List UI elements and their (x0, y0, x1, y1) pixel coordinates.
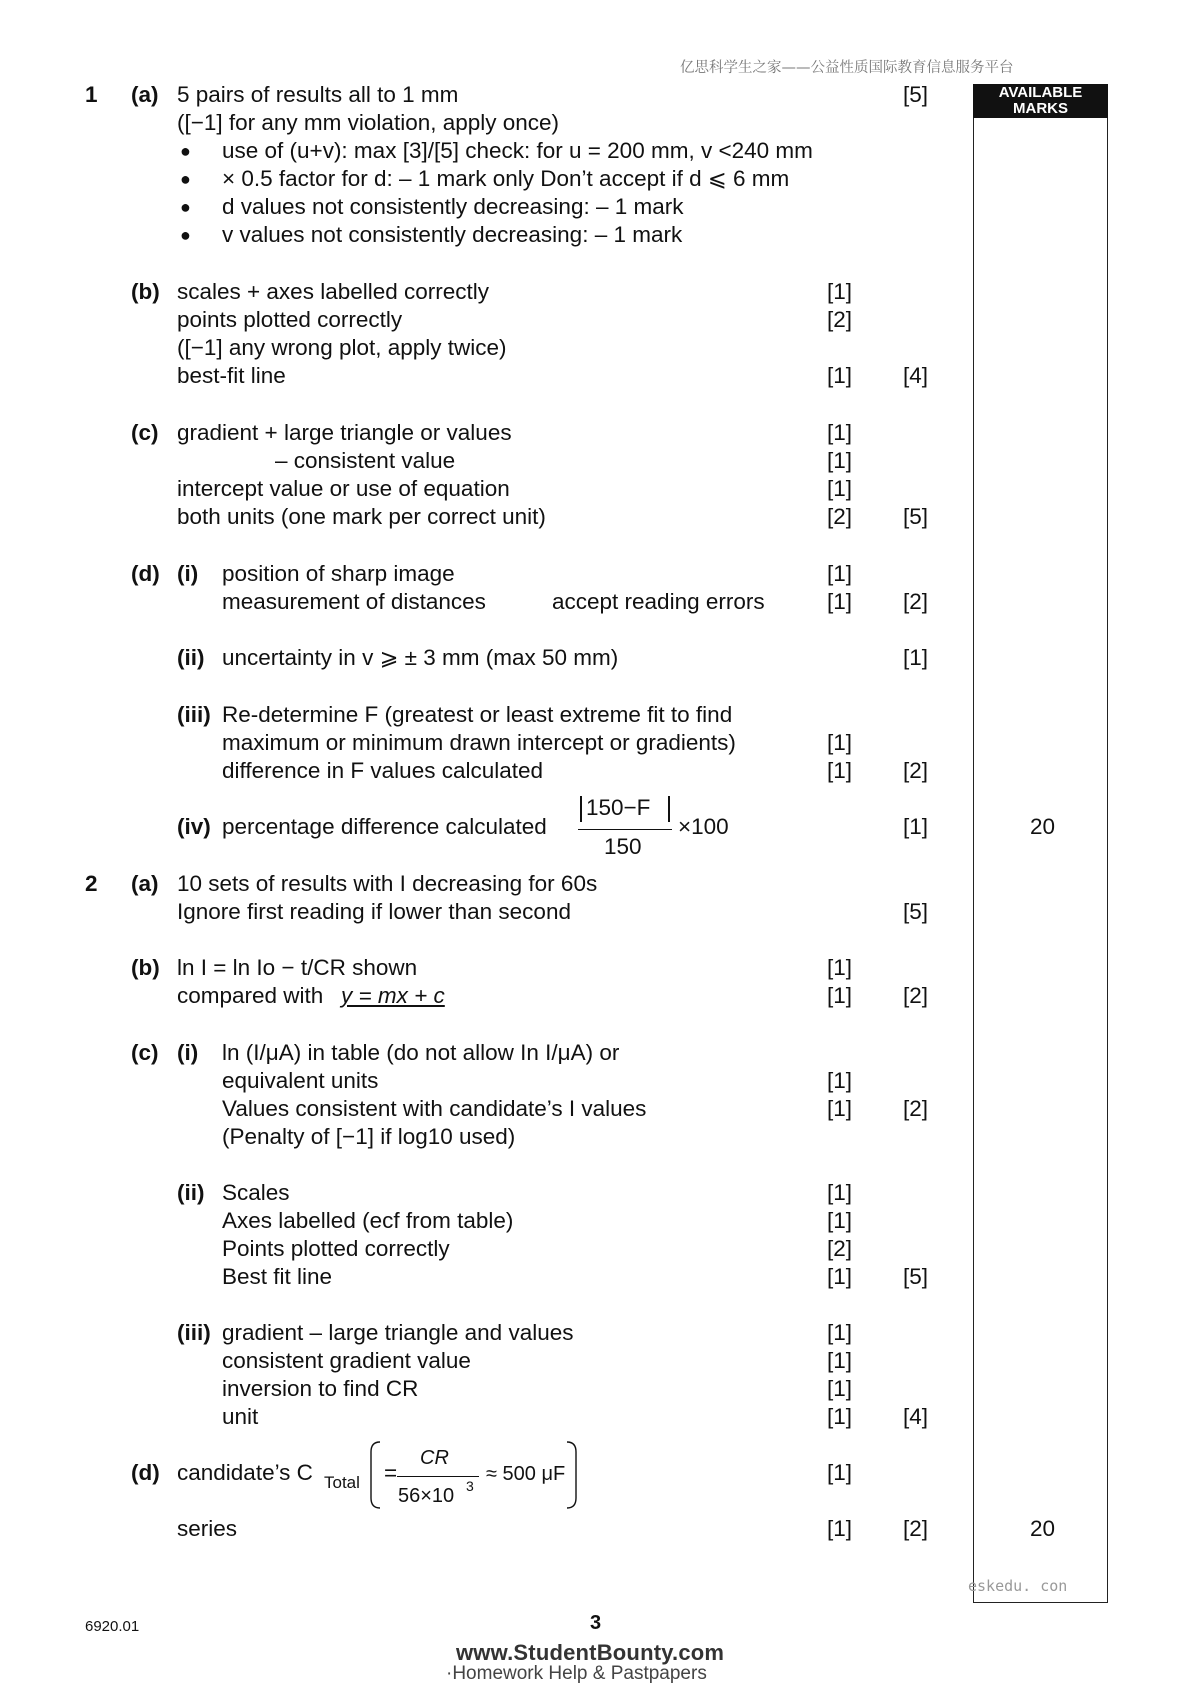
q1d-iii-total: [2] (903, 758, 929, 783)
q2b-line2-mark: [1] (827, 983, 853, 1008)
q1b-row-mark: [1] (827, 279, 853, 304)
q2c-ii-row-mark: [1] (827, 1180, 853, 1205)
q2d-equals: = (384, 1460, 398, 1485)
q2a-line1: 10 sets of results with I decreasing for 60s (177, 871, 598, 896)
page-number: 3 (590, 1612, 602, 1634)
q2b-line1: ln I = ln Io − t/CR shown (177, 955, 418, 980)
right-paren-icon (565, 1440, 579, 1510)
q1a-bullet-4: v values not consistently decreasing: – 1 mark (222, 222, 683, 247)
q1-available-total: 20 (1030, 814, 1056, 839)
q1b-row-text: points plotted correctly (177, 307, 403, 332)
q2c-i-total: [2] (903, 1096, 929, 1121)
q1d-iv-label: (iv) (177, 814, 211, 839)
q1b-row-text: scales + axes labelled correctly (177, 279, 490, 304)
q1d-ii-label: (ii) (177, 645, 205, 670)
q1d-i-total: [2] (903, 589, 929, 614)
studentbounty-logo-line2: ·Homework Help & Pastpapers (446, 1663, 707, 1684)
q1d-ii-text: uncertainty in v ⩾ ± 3 mm (max 50 mm) (222, 645, 619, 670)
q2c-i-line2: equivalent units (222, 1068, 379, 1093)
q1d-iii-label: (iii) (177, 702, 211, 727)
q2d-text-prefix: candidate’s C (177, 1460, 313, 1485)
q2c-label: (c) (131, 1040, 159, 1065)
q1c-row-mark: [1] (827, 448, 853, 473)
q2d-series-mark: [1] (827, 1516, 853, 1541)
q1a-label: (a) (131, 82, 159, 107)
abs-bar-left (580, 796, 582, 822)
q2d-approx: ≈ 500 μF (486, 1463, 566, 1485)
q1b-row-mark: [1] (827, 363, 853, 388)
paper-code: 6920.01 (85, 1618, 140, 1635)
q1a-bullet-3: d values not consistently decreasing: – 1 mark (222, 194, 684, 219)
q2d-numerator: CR (420, 1447, 449, 1469)
q2b-label: (b) (131, 955, 160, 980)
bullet-icon: ● (180, 225, 191, 245)
q1c-total: [5] (903, 504, 929, 529)
abs-bar-right (668, 796, 670, 822)
q1a-line1: 5 pairs of results all to 1 mm (177, 82, 459, 107)
q2c-i-line3: Values consistent with candidate’s I values (222, 1096, 647, 1121)
q2c-ii-row-mark: [1] (827, 1264, 853, 1289)
q1d-i-line1-mark: [1] (827, 561, 853, 586)
platform-note: 亿思科学生之家——公益性质国际教育信息服务平台 (680, 60, 1014, 76)
q2c-i-line4: (Penalty of [−1] if log10 used) (222, 1124, 516, 1149)
q1b-label: (b) (131, 279, 160, 304)
bullet-icon: ● (180, 197, 191, 217)
q2b-total: [2] (903, 983, 929, 1008)
q1c-row-text: intercept value or use of equation (177, 476, 510, 501)
q2d-series-total: [2] (903, 1516, 929, 1541)
q1d-i-line1: position of sharp image (222, 561, 455, 586)
q2b-line1-mark: [1] (827, 955, 853, 980)
q2c-i-line3-mark: [1] (827, 1096, 853, 1121)
bullet-icon: ● (180, 141, 191, 161)
q2c-iii-row-mark: [1] (827, 1348, 853, 1373)
q1d-i-line2: measurement of distances (222, 589, 486, 614)
q1c-row-text: – consistent value (275, 448, 456, 473)
available-marks-header (973, 84, 1108, 118)
q2c-iii-row-text: inversion to find CR (222, 1376, 419, 1401)
available-marks-line2: MARKS (1013, 100, 1068, 117)
q2a-line2: Ignore first reading if lower than second (177, 899, 571, 924)
q1c-row-mark: [1] (827, 476, 853, 501)
watermark: eskedu. con (968, 1577, 1068, 1595)
q2d-denominator-exp: 3 (466, 1478, 474, 1494)
q2a-total: [5] (903, 899, 929, 924)
q1d-iv-total: [1] (903, 814, 929, 839)
q2c-iii-row-mark: [1] (827, 1376, 853, 1401)
q2a-label: (a) (131, 871, 159, 896)
q2c-ii-row-mark: [2] (827, 1236, 853, 1261)
fraction-line (397, 1476, 479, 1477)
q1d-iv-numerator: 150−F (586, 795, 651, 820)
q1c-row-text: both units (one mark per correct unit) (177, 504, 546, 529)
q1d-ii-total: [1] (903, 645, 929, 670)
q1c-label: (c) (131, 420, 159, 445)
q1d-iv-times: ×100 (678, 814, 729, 839)
available-marks-line1: AVAILABLE (998, 84, 1083, 101)
q1a-bullet-2: × 0.5 factor for d: – 1 mark only Don’t accept if d ⩽ 6 mm (222, 166, 790, 191)
available-marks-column (973, 86, 1108, 1603)
q1d-iv-denominator: 150 (604, 834, 642, 859)
q2c-ii-total: [5] (903, 1264, 929, 1289)
q1d-i-line2-note: accept reading errors (552, 589, 765, 614)
q2c-iii-row-text: consistent gradient value (222, 1348, 471, 1373)
q1a-line2: ([−1] for any mm violation, apply once) (177, 110, 560, 135)
q2c-iii-row-text: unit (222, 1404, 259, 1429)
q1b-row-text: best-fit line (177, 363, 286, 388)
q2c-ii-label: (ii) (177, 1180, 205, 1205)
q1a-total: [5] (903, 82, 929, 107)
q1d-iii-line2: maximum or minimum drawn intercept or gradients) (222, 730, 736, 755)
q1d-iii-line3-mark: [1] (827, 758, 853, 783)
q2c-ii-row-mark: [1] (827, 1208, 853, 1233)
q2d-label: (d) (131, 1460, 160, 1485)
q2b-line2-prefix: compared with (177, 983, 324, 1008)
q2d-text-sub: Total (324, 1473, 360, 1492)
q1c-row-text: gradient + large triangle or values (177, 420, 512, 445)
q1d-i-line2-mark: [1] (827, 589, 853, 614)
q1d-iv-text: percentage difference calculated (222, 814, 547, 839)
q2d-mark: [1] (827, 1460, 853, 1485)
q2d-denominator: 56×10 (398, 1485, 455, 1507)
q2c-iii-total: [4] (903, 1404, 929, 1429)
left-paren-icon (368, 1440, 382, 1510)
question-number-2: 2 (85, 871, 98, 896)
q2c-i-line2-mark: [1] (827, 1068, 853, 1093)
q2c-iii-row-mark: [1] (827, 1320, 853, 1345)
q2c-ii-row-text: Scales (222, 1180, 290, 1205)
q1b-row-text: ([−1] any wrong plot, apply twice) (177, 335, 507, 360)
studentbounty-logo-line1: www.StudentBounty.com (456, 1640, 725, 1665)
q2-available-total: 20 (1030, 1516, 1056, 1541)
question-number-1: 1 (85, 82, 98, 107)
q1d-iii-line2-mark: [1] (827, 730, 853, 755)
q2c-iii-label: (iii) (177, 1320, 211, 1345)
q2c-i-label: (i) (177, 1040, 199, 1065)
q2c-iii-row-text: gradient – large triangle and values (222, 1320, 574, 1345)
q1a-bullet-1: use of (u+v): max [3]/[5] check: for u = 200 mm, v <240 mm (222, 138, 813, 163)
q1d-label: (d) (131, 561, 160, 586)
q2c-ii-row-text: Axes labelled (ecf from table) (222, 1208, 514, 1233)
q1b-total: [4] (903, 363, 929, 388)
q2c-ii-row-text: Points plotted correctly (222, 1236, 450, 1261)
q2d-series: series (177, 1516, 238, 1541)
q1d-i-label: (i) (177, 561, 199, 586)
fraction-line (578, 829, 672, 830)
q1b-row-mark: [2] (827, 307, 853, 332)
q1d-iii-line1: Re-determine F (greatest or least extreme fit to find (222, 702, 733, 727)
bullet-icon: ● (180, 169, 191, 189)
q1c-row-mark: [1] (827, 420, 853, 445)
q1c-row-mark: [2] (827, 504, 853, 529)
q2b-line2-equation: y = mx + c (341, 983, 445, 1008)
q2c-ii-row-text: Best fit line (222, 1264, 333, 1289)
q1d-iii-line3: difference in F values calculated (222, 758, 544, 783)
q2c-iii-row-mark: [1] (827, 1404, 853, 1429)
q2c-i-line1: ln (I/μA) in table (do not allow In I/μA) or (222, 1040, 620, 1065)
